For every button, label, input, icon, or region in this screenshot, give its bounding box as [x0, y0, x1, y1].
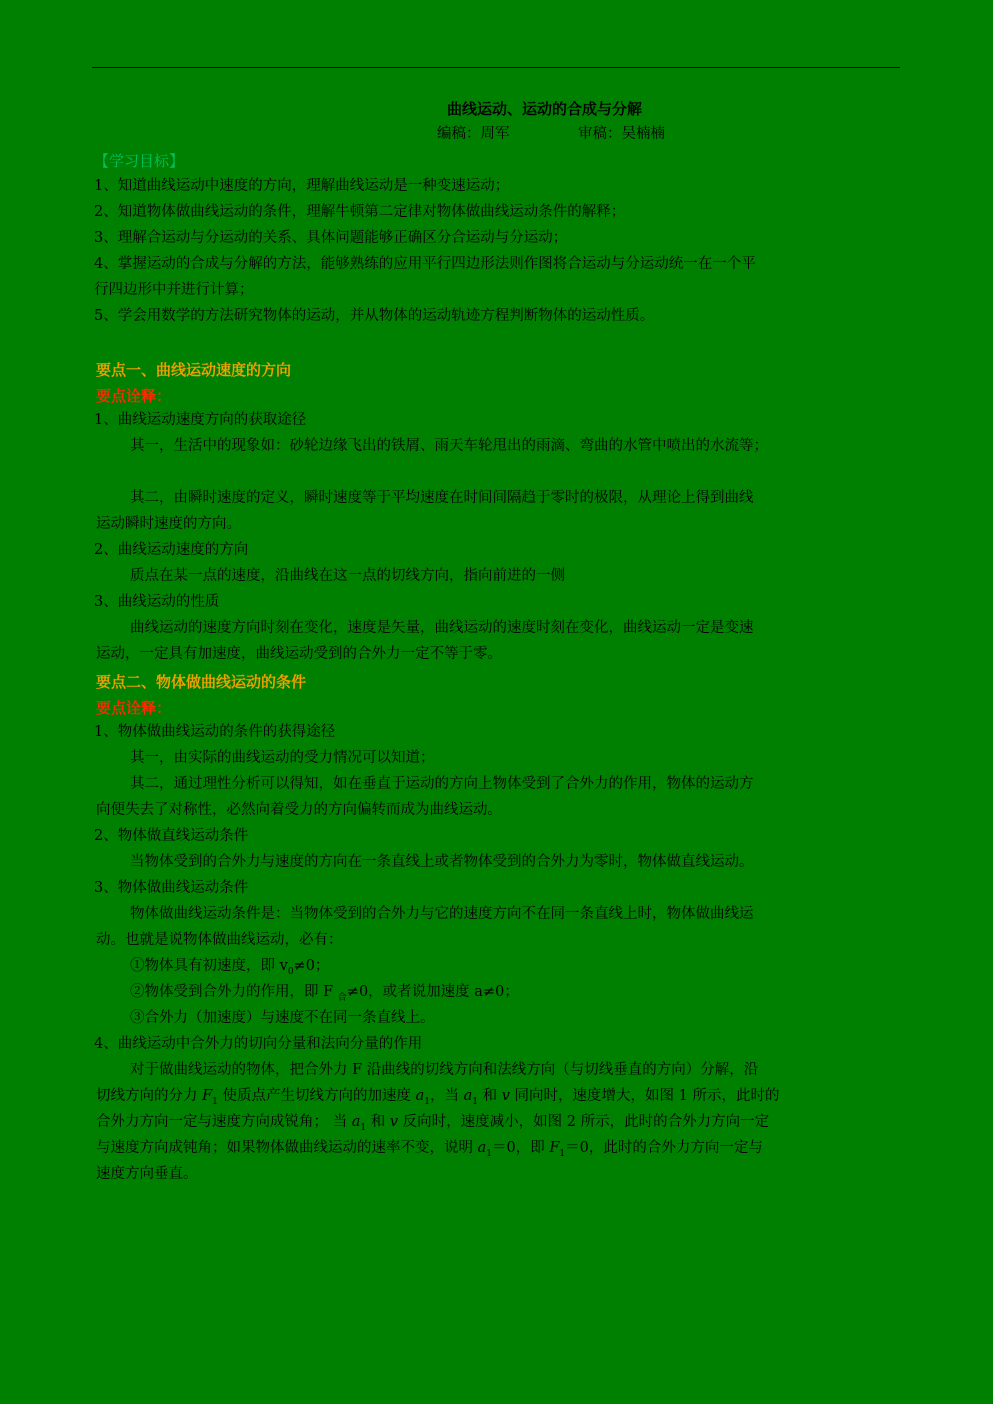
section1-line: 3、曲线运动的性质: [94, 594, 220, 610]
condition-1-text: ①物体具有初速度，即 v: [130, 958, 288, 974]
section2-heading: 要点二、物体做曲线运动的条件: [96, 673, 307, 691]
section2-line: 其二，通过理性分析可以得知，如在垂直于运动的方向上物体受到了合外力的作用，物体的运动方: [130, 776, 754, 792]
text-run: 和: [478, 1088, 502, 1104]
item4-paragraph-line: 对于做曲线运动的物体，把合外力 F 沿曲线的切线方向和法线方向（与切线垂直的方向）分解，沿: [130, 1062, 759, 1078]
section1-line: 其一，生活中的现象如：砂轮边缘飞出的铁屑、雨天车轮甩出的雨滴、弯曲的水管中喷出的水流等；: [130, 438, 768, 454]
text-run: ，当: [430, 1088, 464, 1104]
subscript: 1: [360, 1122, 367, 1133]
condition-2-subscript: 合: [337, 992, 347, 1003]
goal-item: 3、理解合运动与分运动的关系、具体问题能够正确区分合运动与分运动；: [94, 230, 568, 246]
section2-line: 1、物体做曲线运动的条件的获得途径: [94, 724, 336, 740]
symbol-a: a: [463, 1088, 473, 1104]
text-run: 切线方向的分力: [96, 1088, 203, 1104]
symbol-a: a: [477, 1140, 487, 1156]
symbol-v: v: [389, 1114, 399, 1130]
symbol-a: a: [415, 1088, 425, 1104]
section1-line: 1、曲线运动速度方向的获取途径: [94, 412, 307, 428]
section1-line: 曲线运动的速度方向时刻在变化，速度是矢量，曲线运动的速度时刻在变化，曲线运动一定是变速: [130, 620, 754, 636]
editor-credit: 编稿：周军: [437, 126, 510, 142]
section2-note: 要点诠释：: [96, 699, 172, 717]
text-run: 同向时，速度增大，如图 1 所示，此时的: [509, 1088, 780, 1104]
document-title: 曲线运动、运动的合成与分解: [447, 100, 643, 118]
subscript: 1: [559, 1148, 566, 1159]
header-rule: [92, 67, 900, 68]
goal-item: 1、知道曲线运动中速度的方向，理解曲线运动是一种变速运动；: [94, 178, 510, 194]
subscript: 1: [472, 1096, 479, 1107]
section1-line: 2、曲线运动速度的方向: [94, 542, 249, 558]
condition-1-tail: ≠0；: [293, 958, 330, 974]
subscript: 1: [486, 1148, 492, 1159]
text-run: 和: [366, 1114, 390, 1130]
section1-line: 其二，由瞬时速度的定义，瞬时速度等于平均速度在时间间隔趋于零时的极限，从理论上得到曲线: [130, 490, 754, 506]
goal-item-continued: 行四边形中并进行计算；: [94, 282, 254, 298]
section1-heading: 要点一、曲线运动速度的方向: [96, 361, 292, 379]
section1-line: 运动，一定具有加速度，曲线运动受到的合外力一定不等于零。: [96, 646, 502, 662]
symbol-F: F: [202, 1088, 213, 1104]
section1-note: 要点诠释：: [96, 387, 172, 405]
section2-line: 动。也就是说物体做曲线运动，必有：: [96, 932, 343, 948]
condition-2: [130, 983, 519, 1007]
reviewer-credit: 审稿：吴楠楠: [578, 126, 665, 142]
text-run: 合外力方向一定与速度方向成锐角； 当: [96, 1114, 352, 1130]
section2-line: 2、物体做直线运动条件: [94, 828, 249, 844]
condition-2-tail: ≠0，或者说加速度 a≠0；: [346, 984, 519, 1000]
subscript: 1: [424, 1096, 431, 1107]
text-run: 与速度方向成钝角；如果物体做曲线运动的速率不变，说明: [96, 1140, 478, 1156]
condition-1: [130, 957, 329, 981]
section2-line: 向便失去了对称性，必然向着受力的方向偏转而成为曲线运动。: [96, 802, 502, 818]
symbol-v: v: [501, 1088, 510, 1104]
goal-item: 2、知道物体做曲线运动的条件，理解牛顿第二定律对物体做曲线运动条件的解释；: [94, 204, 626, 220]
section1-line: 运动瞬时速度的方向。: [96, 516, 241, 532]
condition-1-subscript: 0: [287, 966, 294, 977]
goals-heading: 【学习目标】: [94, 152, 185, 170]
item4-paragraph-line: [96, 1087, 780, 1111]
section1-line: 质点在某一点的速度，沿曲线在这一点的切线方向，指向前进的一侧: [130, 568, 565, 584]
condition-3: ③合外力（加速度）与速度不在同一条直线上。: [130, 1010, 435, 1026]
item4-paragraph-line: 速度方向垂直。: [96, 1166, 198, 1182]
text-run: 反向时，速度减小，如图 2 所示，此时的合外力方向一定: [398, 1114, 770, 1130]
goal-item: 5、学会用数学的方法研究物体的运动，并从物体的运动轨迹方程判断物体的运动性质。: [94, 308, 655, 324]
goal-item: 4、掌握运动的合成与分解的方法，能够熟练的应用平行四边形法则作图将合运动与分运动统一在一个平: [94, 256, 756, 272]
item4-title: 4、曲线运动中合外力的切向分量和法向分量的作用: [94, 1036, 423, 1052]
text-run: ＝0，此时的合外力方向一定与: [565, 1140, 763, 1156]
item4-paragraph-line: [96, 1139, 763, 1163]
section2-line: 当物体受到的合外力与速度的方向在一条直线上或者物体受到的合外力为零时，物体做直线运动。: [130, 854, 754, 870]
item4-paragraph-line: [96, 1113, 769, 1137]
text-run: 使质点产生切线方向的加速度: [217, 1088, 416, 1104]
text-run: ＝0，即: [492, 1140, 550, 1156]
symbol-a: a: [351, 1114, 361, 1130]
section2-line: 其一，由实际的曲线运动的受力情况可以知道；: [130, 750, 435, 766]
section2-line: 3、物体做曲线运动条件: [94, 880, 249, 896]
subscript: 1: [212, 1096, 218, 1107]
condition-2-text: ②物体受到合外力的作用，即 F: [130, 984, 338, 1000]
symbol-F: F: [549, 1140, 560, 1156]
section2-line: 物体做曲线运动条件是：当物体受到的合外力与它的速度方向不在同一条直线上时，物体做曲线运: [130, 906, 754, 922]
